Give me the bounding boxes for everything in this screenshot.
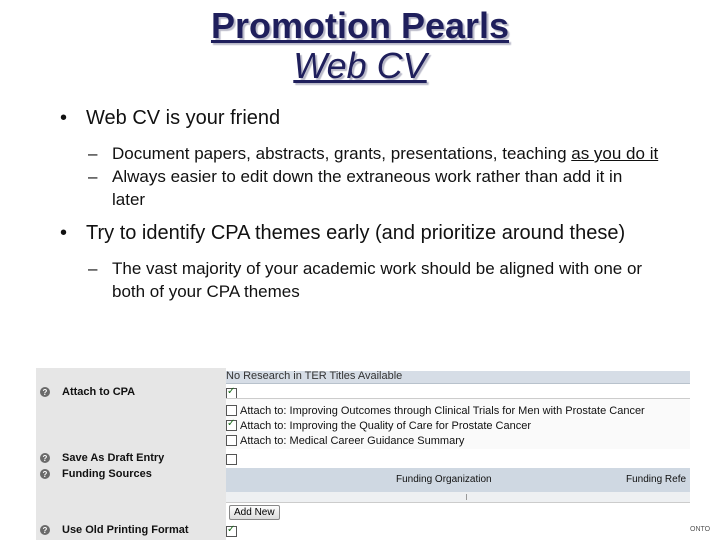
funding-org-column[interactable]: Funding Organization: [396, 474, 492, 485]
cpa-option-2-checkbox[interactable]: [226, 420, 237, 431]
cpa-options-list: [226, 398, 690, 449]
bullet-list: [60, 106, 660, 303]
printing-checkbox-row: [226, 525, 237, 538]
help-icon[interactable]: ?: [40, 525, 50, 535]
sub-bullet-1-1: – Document papers, abstracts, grants, presentations, teaching as you do it: [88, 144, 659, 163]
draft-label: Save As Draft Entry: [62, 452, 165, 464]
printing-label: Use Old Printing Format: [62, 524, 189, 536]
scrollbar-thumb[interactable]: [466, 494, 473, 500]
sub-bullet-1-2: – Always easier to edit down the extraneous work rather than add it in later: [88, 167, 623, 209]
cpa-option-1[interactable]: Attach to: Improving Outcomes through Clinical Trials for Men with Prostate Cancer: [226, 404, 645, 417]
sub-bullet-2-1: – The vast majority of your academic work should be aligned with one or both of your CPA themes: [88, 259, 643, 301]
embedded-webcv-screenshot: [36, 368, 690, 540]
funding-label: Funding Sources: [62, 468, 152, 480]
funding-table-scrollbar[interactable]: [226, 492, 690, 503]
help-icon[interactable]: ?: [40, 387, 50, 397]
draft-row: [36, 450, 164, 466]
help-icon[interactable]: ?: [40, 469, 50, 479]
funding-table-header: [226, 468, 690, 493]
cpa-option-3[interactable]: Attach to: Medical Career Guidance Summary: [226, 434, 464, 447]
attach-cpa-row: [36, 384, 135, 400]
slide-title: Promotion Pearls: [210, 5, 510, 46]
bullet-1: • Web CV is your friend: [60, 106, 660, 130]
printing-row: [36, 522, 189, 538]
cpa-option-3-checkbox[interactable]: [226, 435, 237, 446]
funding-row: [36, 466, 152, 482]
slide-subtitle: Web CV: [293, 45, 427, 86]
funding-ref-column[interactable]: Funding Refe: [626, 474, 687, 485]
cpa-option-2[interactable]: ✓ Attach to: Improving the Quality of Care for Prostate Cancer: [226, 419, 531, 432]
printing-checkbox[interactable]: [226, 526, 237, 537]
footer-logo-text: ONTO: [690, 526, 711, 533]
add-new-button[interactable]: Add New: [229, 505, 280, 520]
form-label-column: [36, 368, 226, 540]
help-icon[interactable]: ?: [40, 453, 50, 463]
research-note: No Research in TER Titles Available: [226, 370, 403, 382]
form-value-column: [226, 368, 690, 540]
draft-checkbox-row: [226, 453, 237, 466]
bullet-2: • Try to identify CPA themes early (and prioritize around these): [60, 221, 660, 245]
attach-cpa-label: Attach to CPA: [62, 386, 136, 398]
cpa-option-1-checkbox[interactable]: [226, 405, 237, 416]
draft-checkbox[interactable]: [226, 454, 237, 465]
